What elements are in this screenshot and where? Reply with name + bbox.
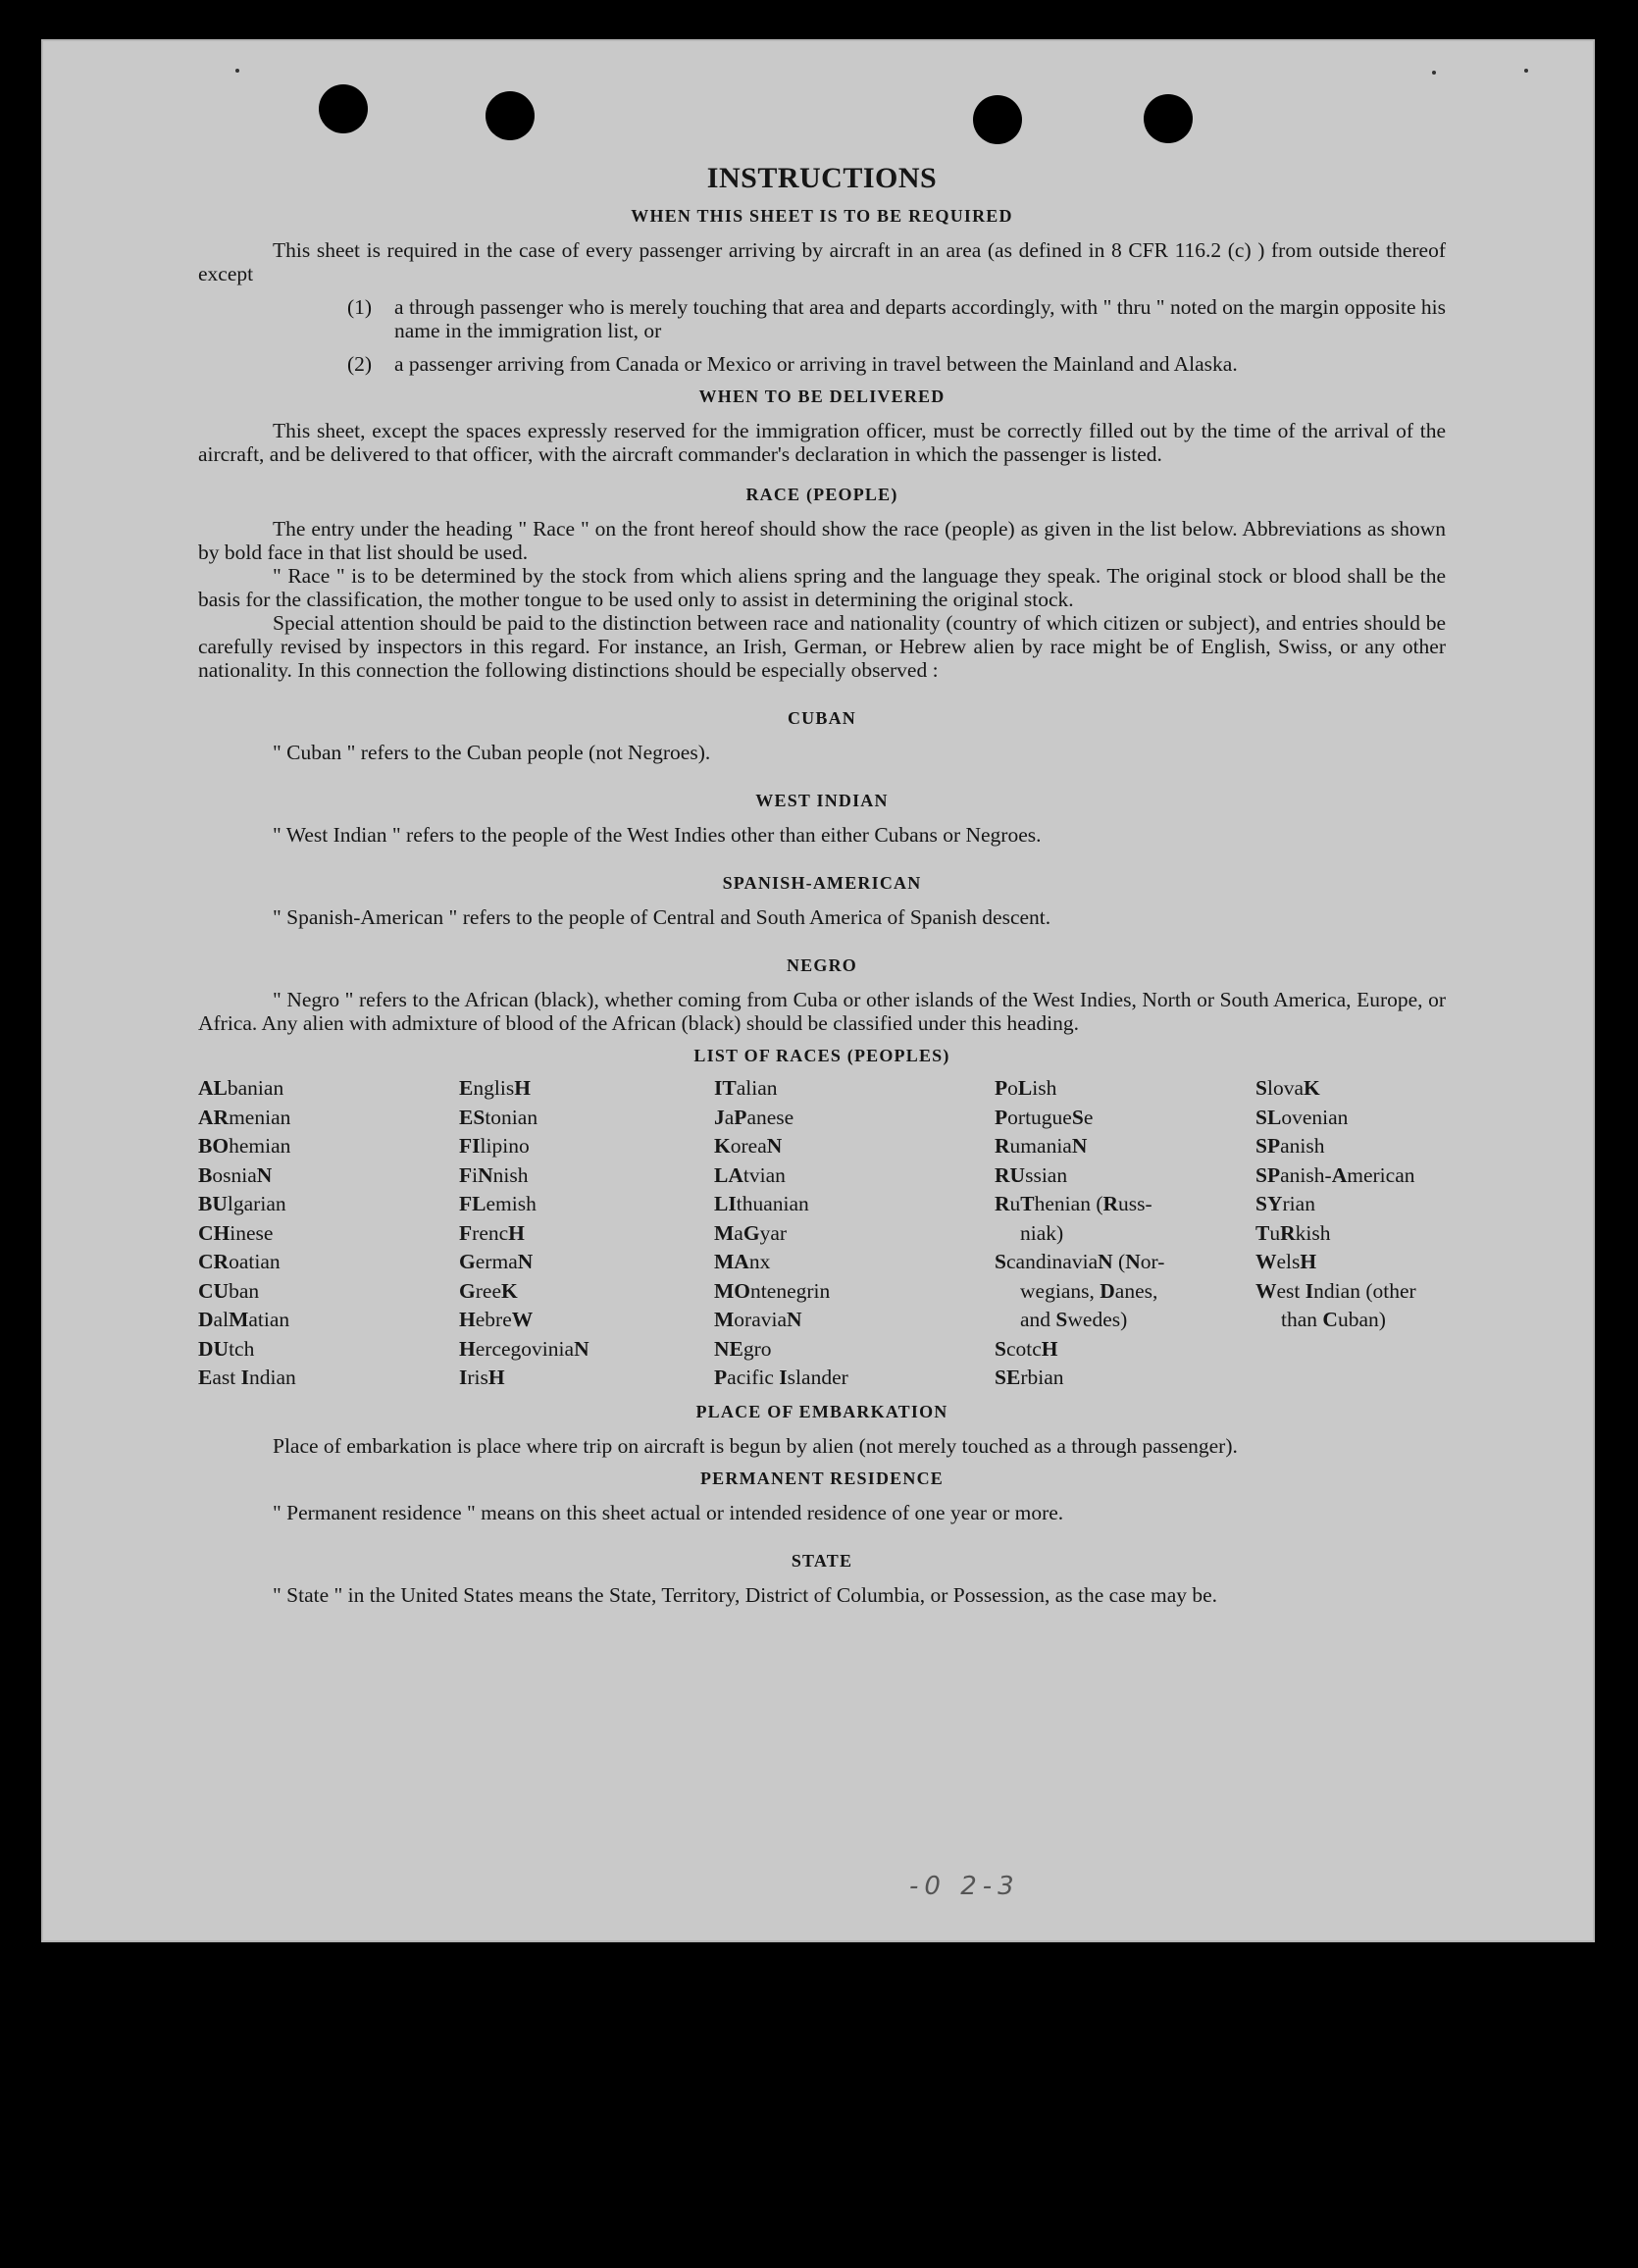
- race-entry: NEgro: [714, 1336, 772, 1361]
- race-entry: West Indian (other: [1255, 1278, 1416, 1303]
- race-entry: GermaN: [459, 1250, 534, 1273]
- section-heading-when-delivered: WHEN TO BE DELIVERED: [698, 387, 946, 406]
- speck: [235, 69, 239, 73]
- race-entry: TuRkish: [1255, 1220, 1331, 1245]
- race-entry: MAnx: [714, 1250, 771, 1273]
- exception-text: a through passenger who is merely touching that area and departs accordingly, with " thru " noted on the margin opposite his name in the immigration list, or: [394, 295, 1446, 342]
- section-heading-when-required: WHEN THIS SHEET IS TO BE REQUIRED: [631, 206, 1013, 226]
- race-entry: EStonian: [459, 1105, 538, 1129]
- races-column: [995, 1074, 1255, 1393]
- race-entry: ScandinaviaN (Nor-: [995, 1250, 1165, 1273]
- race-entry: SPanish: [1255, 1134, 1325, 1158]
- race-paragraph: " Race " is to be determined by the stock from which aliens spring and the language they speak. The original stock or blood shall be the basis for the classification, the mother tongue to be used only to assist in determining the original stock.: [198, 564, 1446, 611]
- when-delivered-text: This sheet, except the spaces expressly reserved for the immigration officer, must be correctly filled out by the time of the arrival of the aircraft, and be delivered to that officer, with the aircraft commander's declaration in which the passenger is listed.: [198, 419, 1446, 466]
- section-heading-place-of-embarkation: PLACE OF EMBARKATION: [695, 1401, 948, 1421]
- section-heading-spanish-american: SPANISH-AMERICAN: [722, 873, 922, 893]
- race-entry: JaPanese: [714, 1105, 794, 1129]
- races-column: [1255, 1074, 1452, 1393]
- race-entry: CRoatian: [198, 1250, 281, 1273]
- race-entry: SlovaK: [1255, 1076, 1320, 1100]
- section-heading-west-indian: WEST INDIAN: [755, 791, 889, 810]
- west-indian-text: " West Indian " refers to the people of the West Indies other than either Cubans or Negroes.: [273, 823, 1042, 847]
- race-entry: RumaniaN: [995, 1134, 1088, 1158]
- race-entry: CUban: [198, 1278, 260, 1303]
- negro-text: " Negro " refers to the African (black), whether coming from Cuba or other islands of the West Indies, North or South America, Europe, or Africa. Any alien with admixture of blood of the African (black) should be classified under this heading.: [198, 988, 1446, 1035]
- when-required-intro: This sheet is required in the case of every passenger arriving by aircraft in an area (as defined in 8 CFR 116.2 (c) ) from outside thereof except: [198, 238, 1446, 285]
- punch-hole: [973, 95, 1022, 144]
- race-entry: WelsH: [1255, 1250, 1317, 1273]
- cuban-text: " Cuban " refers to the Cuban people (not Negroes).: [273, 741, 711, 764]
- speck: [1432, 71, 1436, 75]
- speck: [1524, 69, 1528, 73]
- section-heading-list-of-races: LIST OF RACES (PEOPLES): [693, 1046, 950, 1065]
- race-entry: ScotcH: [995, 1336, 1058, 1361]
- race-entry: KoreaN: [714, 1134, 783, 1158]
- race-entry: East Indian: [198, 1366, 296, 1389]
- punch-hole: [1144, 94, 1193, 143]
- race-entry: GreeK: [459, 1278, 518, 1303]
- race-entry: MOntenegrin: [714, 1278, 831, 1303]
- page-title: INSTRUCTIONS: [706, 162, 938, 194]
- spanish-american-text: " Spanish-American " refers to the people of Central and South America of Spanish descent.: [273, 905, 1051, 929]
- race-entry: HercegoviniaN: [459, 1336, 589, 1361]
- section-heading-cuban: CUBAN: [787, 708, 856, 728]
- instructions-content: [198, 162, 1446, 1607]
- race-entry: DUtch: [198, 1336, 255, 1361]
- exception-number: (2): [347, 352, 373, 376]
- races-column: [714, 1074, 995, 1393]
- race-entry: IrisH: [459, 1366, 505, 1389]
- race-entry: LIthuanian: [714, 1192, 809, 1215]
- race-entry: FLemish: [459, 1192, 537, 1215]
- exception-item: [347, 295, 1446, 342]
- race-entry: and Swedes): [1020, 1308, 1128, 1331]
- race-entry: CHinese: [198, 1220, 274, 1245]
- races-table: [198, 1074, 1446, 1393]
- race-paragraph: Special attention should be paid to the distinction between race and nationality (country of which citizen or subject), and entries should be carefully revised by inspectors in this regard. For instance, an Irish, German, or Hebrew alien by race might be of English, Swiss, or any other nationality. In this connection the following distinctions should be especially observed :: [198, 611, 1446, 682]
- race-entry: FIlipino: [459, 1134, 530, 1158]
- place-of-embarkation-text: Place of embarkation is place where trip on aircraft is begun by alien (not merely touched as a through passenger).: [273, 1433, 1238, 1458]
- race-entry: RUssian: [995, 1162, 1068, 1187]
- race-entry: ITalian: [714, 1076, 778, 1100]
- race-entry: SYrian: [1255, 1192, 1315, 1215]
- race-entry: BosniaN: [198, 1162, 273, 1187]
- races-column: [459, 1074, 714, 1393]
- race-entry: LAtvian: [714, 1162, 786, 1187]
- race-entry: Pacific Islander: [714, 1366, 848, 1389]
- section-heading-race: RACE (PEOPLE): [745, 485, 898, 504]
- races-column: [198, 1074, 459, 1393]
- race-entry: EnglisH: [459, 1076, 531, 1100]
- state-text: " State " in the United States means the State, Territory, District of Columbia, or Possession, as the case may be.: [273, 1582, 1218, 1607]
- race-entry: HebreW: [459, 1308, 534, 1331]
- race-entry: than Cuban): [1281, 1308, 1386, 1331]
- race-entry: SLovenian: [1255, 1105, 1349, 1129]
- race-entry: ALbanian: [198, 1076, 284, 1100]
- exception-number: (1): [347, 295, 373, 319]
- race-entry: SErbian: [995, 1366, 1064, 1389]
- race-entry: BUlgarian: [198, 1192, 286, 1215]
- race-entry: BOhemian: [198, 1134, 291, 1158]
- punch-hole: [486, 91, 535, 140]
- handwritten-note: -0 2-3: [909, 1872, 1020, 1901]
- race-entry: ARmenian: [198, 1105, 291, 1129]
- race-entry: FiNnish: [459, 1162, 529, 1187]
- race-entry: wegians, Danes,: [1020, 1278, 1158, 1303]
- race-entry: FrencH: [459, 1220, 525, 1245]
- race-entry: MaGyar: [714, 1220, 788, 1245]
- punch-hole: [319, 84, 368, 133]
- race-entry: RuThenian (Russ-: [995, 1192, 1152, 1215]
- permanent-residence-text: " Permanent residence " means on this sheet actual or intended residence of one year or more.: [273, 1500, 1064, 1524]
- exception-item: [347, 352, 1446, 376]
- race-entry: niak): [1020, 1220, 1064, 1245]
- section-heading-permanent-residence: PERMANENT RESIDENCE: [699, 1468, 944, 1488]
- section-heading-state: STATE: [791, 1550, 853, 1571]
- exception-text: a passenger arriving from Canada or Mexico or arriving in travel between the Mainland and Alaska.: [394, 352, 1238, 376]
- race-entry: PortugueSe: [995, 1105, 1094, 1129]
- race-entry: DalMatian: [198, 1308, 290, 1331]
- race-entry: MoraviaN: [714, 1308, 802, 1331]
- race-entry: SPanish-American: [1255, 1162, 1415, 1187]
- document-sheet: [41, 39, 1595, 1942]
- race-paragraph: The entry under the heading " Race " on the front hereof should show the race (people) as given in the list below. Abbreviations as shown by bold face in that list should be used.: [198, 517, 1446, 564]
- race-entry: PoLish: [995, 1076, 1057, 1100]
- section-heading-negro: NEGRO: [786, 955, 857, 975]
